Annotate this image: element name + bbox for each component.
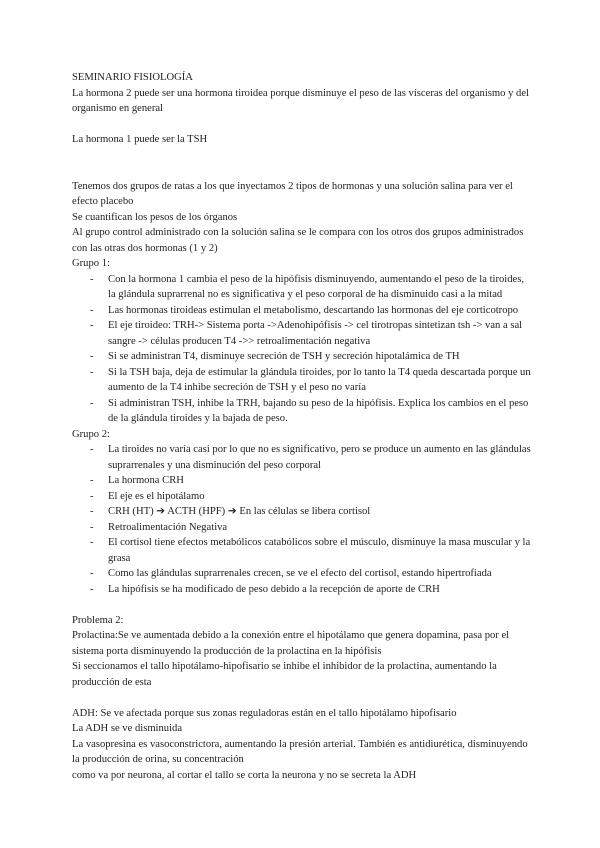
blank-line xyxy=(72,597,532,613)
list-item: - Si administran TSH, inhibe la TRH, bajando su peso de la hipófisis. Explica los cambios en el peso de la glándula tiroides y la bajada de peso. xyxy=(108,396,532,427)
list-item: - Si la TSH baja, deja de estimular la glándula tiroides, por lo tanto la T4 queda descartada porque un aumento de la T4 inhibe secreción de TSH y el peso no varía xyxy=(108,365,532,396)
group2-list xyxy=(72,442,532,597)
paragraph: Al grupo control administrado con la solución salina se le compara con los otros dos grupos administrados con las otras dos hormonas (1 y 2) xyxy=(72,227,524,254)
paragraph: Tenemos dos grupos de ratas a los que inyectamos 2 tipos de hormonas y una solución salina para ver el efecto placebo xyxy=(72,180,513,207)
list-item: - Las hormonas tiroideas estimulan el metabolismo, descartando las hormonas del eje corticotropo xyxy=(108,303,532,319)
blank-line xyxy=(72,148,532,164)
paragraph: La vasopresina es vasoconstrictora, aumentando la presión arterial. También es antidiurética, disminuyendo la producción de orina, su concentración xyxy=(72,738,528,765)
list-item: - El cortisol tiene efectos metabólicos catabólicos sobre el músculo, disminuye la masa muscular y la grasa xyxy=(108,535,532,566)
paragraph: Prolactina:Se ve aumentada debido a la conexión entre el hipotálamo que genera dopamina, pasa por el sistema porta disminuyendo la producción de la prolactina en la hipófisis xyxy=(72,630,510,657)
blank-line xyxy=(72,690,532,706)
group2-heading: Grupo 2: xyxy=(72,428,110,440)
list-item: - El eje tiroideo: TRH-> Sistema porta ->Adenohipófisis -> cel tirotropas sintetizan tsh -> van a sal sangre -> células producen T4 ->> retroalimentación negativa xyxy=(108,318,532,349)
paragraph: Se cuantifican los pesos de los órganos xyxy=(72,211,238,223)
document-page xyxy=(72,70,532,783)
paragraph: La hormona 1 puede ser la TSH xyxy=(72,134,208,145)
blank-line xyxy=(72,163,532,179)
group1-heading: Grupo 1: xyxy=(72,258,110,269)
paragraph: La hormona 2 puede ser una hormona tiroidea porque disminuye el peso de las vísceras del organismo y del organismo en general xyxy=(72,87,529,114)
problem2-heading: Problema 2: xyxy=(72,614,124,626)
list-item: - La tiroides no varía casi por lo que no es significativo, pero se produce un aumento en las glándulas suprarrenales y una disminución del peso corporal xyxy=(108,442,532,473)
list-item: - Retroalimentación Negativa xyxy=(108,520,532,536)
list-item: - Con la hormona 1 cambia el peso de la hipófisis disminuyendo, aumentando el peso de la tiroides, la glándula suprarrenal no es significativa y el peso corporal de ha disminuido casi a la mitad xyxy=(108,272,532,303)
blank-line xyxy=(72,117,532,133)
paragraph: como va por neurona, al cortar el tallo se corta la neurona y no se secreta la ADH xyxy=(72,769,417,781)
list-item: - Como las glándulas suprarrenales crecen, se ve el efecto del cortisol, estando hipertrofiada xyxy=(108,566,532,582)
group1-list xyxy=(72,272,532,427)
list-item: - La hormona CRH xyxy=(108,473,532,489)
doc-title: SEMINARIO FISIOLOGÍA xyxy=(72,72,193,83)
list-item: - El eje es el hipotálamo xyxy=(108,489,532,505)
paragraph: La ADH se ve disminuida xyxy=(72,723,183,734)
paragraph: Si seccionamos el tallo hipotálamo-hipofisario se inhibe el inhibidor de la prolactina, aumentando la producción de esta xyxy=(72,661,497,688)
list-item: - La hipófisis se ha modificado de peso debido a la recepción de aporte de CRH xyxy=(108,582,532,598)
list-item: - Si se administran T4, disminuye secreción de TSH y secreción hipotalámica de TH xyxy=(108,349,532,365)
paragraph: ADH: Se ve afectada porque sus zonas reguladoras están en el tallo hipotálamo hipofisario xyxy=(72,707,457,719)
list-item: - CRH (HT) ➔ ACTH (HPF) ➔ En las células se libera cortisol xyxy=(108,504,532,520)
